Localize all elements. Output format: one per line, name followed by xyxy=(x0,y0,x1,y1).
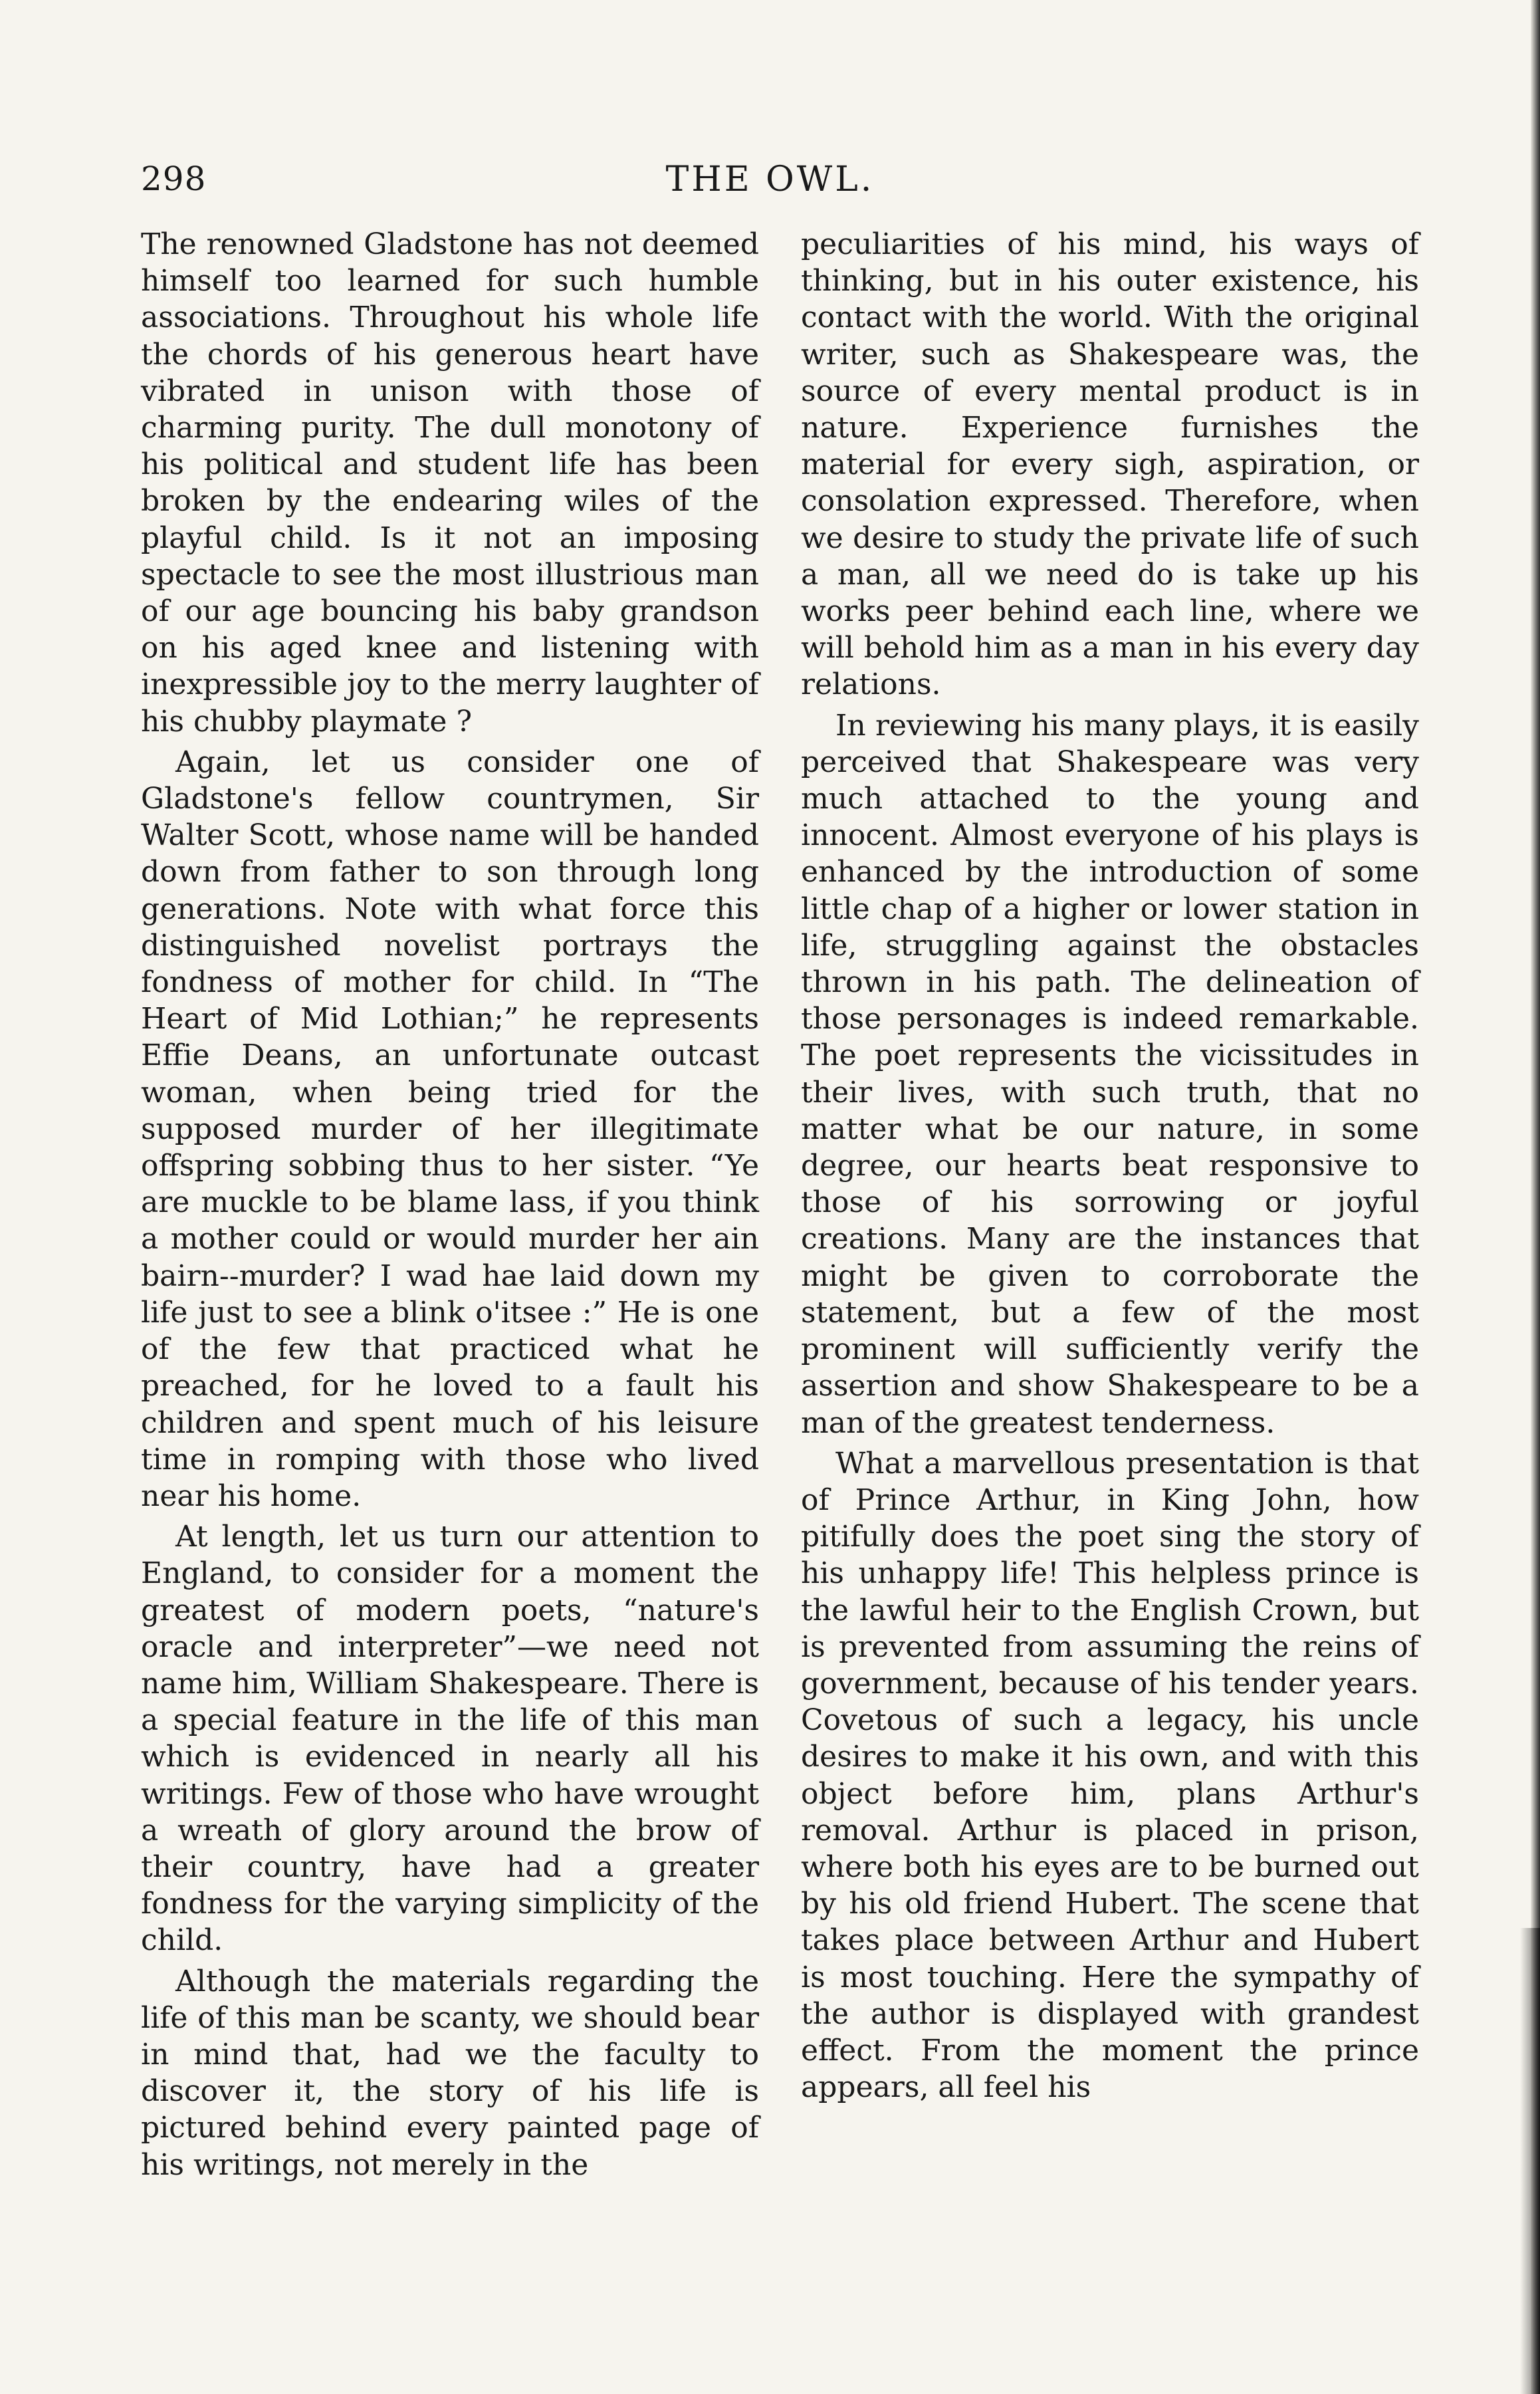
paragraph: Again, let us consider one of Gladstone's fellow countrymen, Sir Walter Scott, whose name will be handed down from father to son through long generations. Note with what force this distinguished novelist portrays the fondness of mother for child. In “The Heart of Mid Lothian;” he represents Effie Deans, an unfortunate outcast woman, when being tried for the supposed murder of her illegitimate offspring sobbing thus to her sister. “Ye are muckle to be blame lass, if you think a mother could or would murder her ain bairn--murder? I wad hae laid down my life just to see a blink o'itsee :” He is one of the few that practiced what he preached, for he loved to a fault his children and spent much of his leisure time in romping with those who lived near his home. xyxy=(141,745,759,1513)
paragraph: What a marvellous presentation is that of Prince Arthur, in King John, how pitifully does the poet sing the story of his unhappy life! This helpless prince is the lawful heir to the English Crown, but is prevented from assuming the reins of government, because of his tender years. Covetous of such a legacy, his uncle desires to make it his own, and with this object before him, plans Arthur's removal. Arthur is placed in prison, where both his eyes are to be burned out by his old friend Hubert. The scene that takes place between Arthur and Hubert is most touching. Here the sympathy of the author is displayed with grandest effect. From the moment the prince appears, all feel his xyxy=(801,1446,1419,2105)
running-title: THE OWL. xyxy=(665,160,875,199)
paragraph: The renowned Gladstone has not deemed himself too learned for such humble associations. Throughout his whole life the chords of his generous heart have vibrated in unison with those of charming purity. The dull monotony of his political and student life has been broken by the endearing wiles of the playful child. Is it not an imposing spectacle to see the most illustrious man of our age bouncing his baby grandson on his aged knee and listening with inexpressible joy to the merry laughter of his chubby playmate ? xyxy=(141,227,759,739)
left-column xyxy=(141,226,759,2183)
paragraph: In reviewing his many plays, it is easily perceived that Shakespeare was very much attached to the young and innocent. Almost everyone of his plays is enhanced by the introduction of some little chap of a higher or lower station in life, struggling against the obstacles thrown in his path. The delineation of those personages is indeed remarkable. The poet represents the vicissitudes in their lives, with such truth, that no matter what be our nature, in some degree, our hearts beat responsive to those of his sorrowing or joyful creations. Many are the instances that might be given to corroborate the statement, but a few of the most prominent will sufficiently verify the assertion and show Shakespeare to be a man of the greatest tenderness. xyxy=(801,708,1419,1440)
paragraph: peculiarities of his mind, his ways of thinking, but in his outer existence, his contact with the world. With the original writer, such as Shakespeare was, the source of every mental product is in nature. Experience furnishes the material for every sigh, aspiration, or consolation expressed. Therefore, when we desire to study the private life of such a man, all we need do is take up his works peer behind each line, where we will behold him as a man in his every day relations. xyxy=(801,227,1419,702)
page-number: 298 xyxy=(141,160,207,198)
right-column xyxy=(801,226,1419,2105)
paragraph: At length, let us turn our attention to England, to consider for a moment the greatest of modern poets, “nature's oracle and interpreter”—we need not name him, William Shakespeare. There is a special feature in the life of this man which is evidenced in nearly all his writings. Few of those who have wrought a wreath of glory around the brow of their country, have had a greater fondness for the varying simplicity of the child. xyxy=(141,1520,759,1958)
page-edge-shadow-lower xyxy=(1520,1928,1540,2394)
paragraph: Although the materials regarding the life of this man be scanty, we should bear in mind that, had we the faculty to discover it, the story of his life is pictured behind every painted page of his writings, not merely in the xyxy=(141,1964,759,2182)
